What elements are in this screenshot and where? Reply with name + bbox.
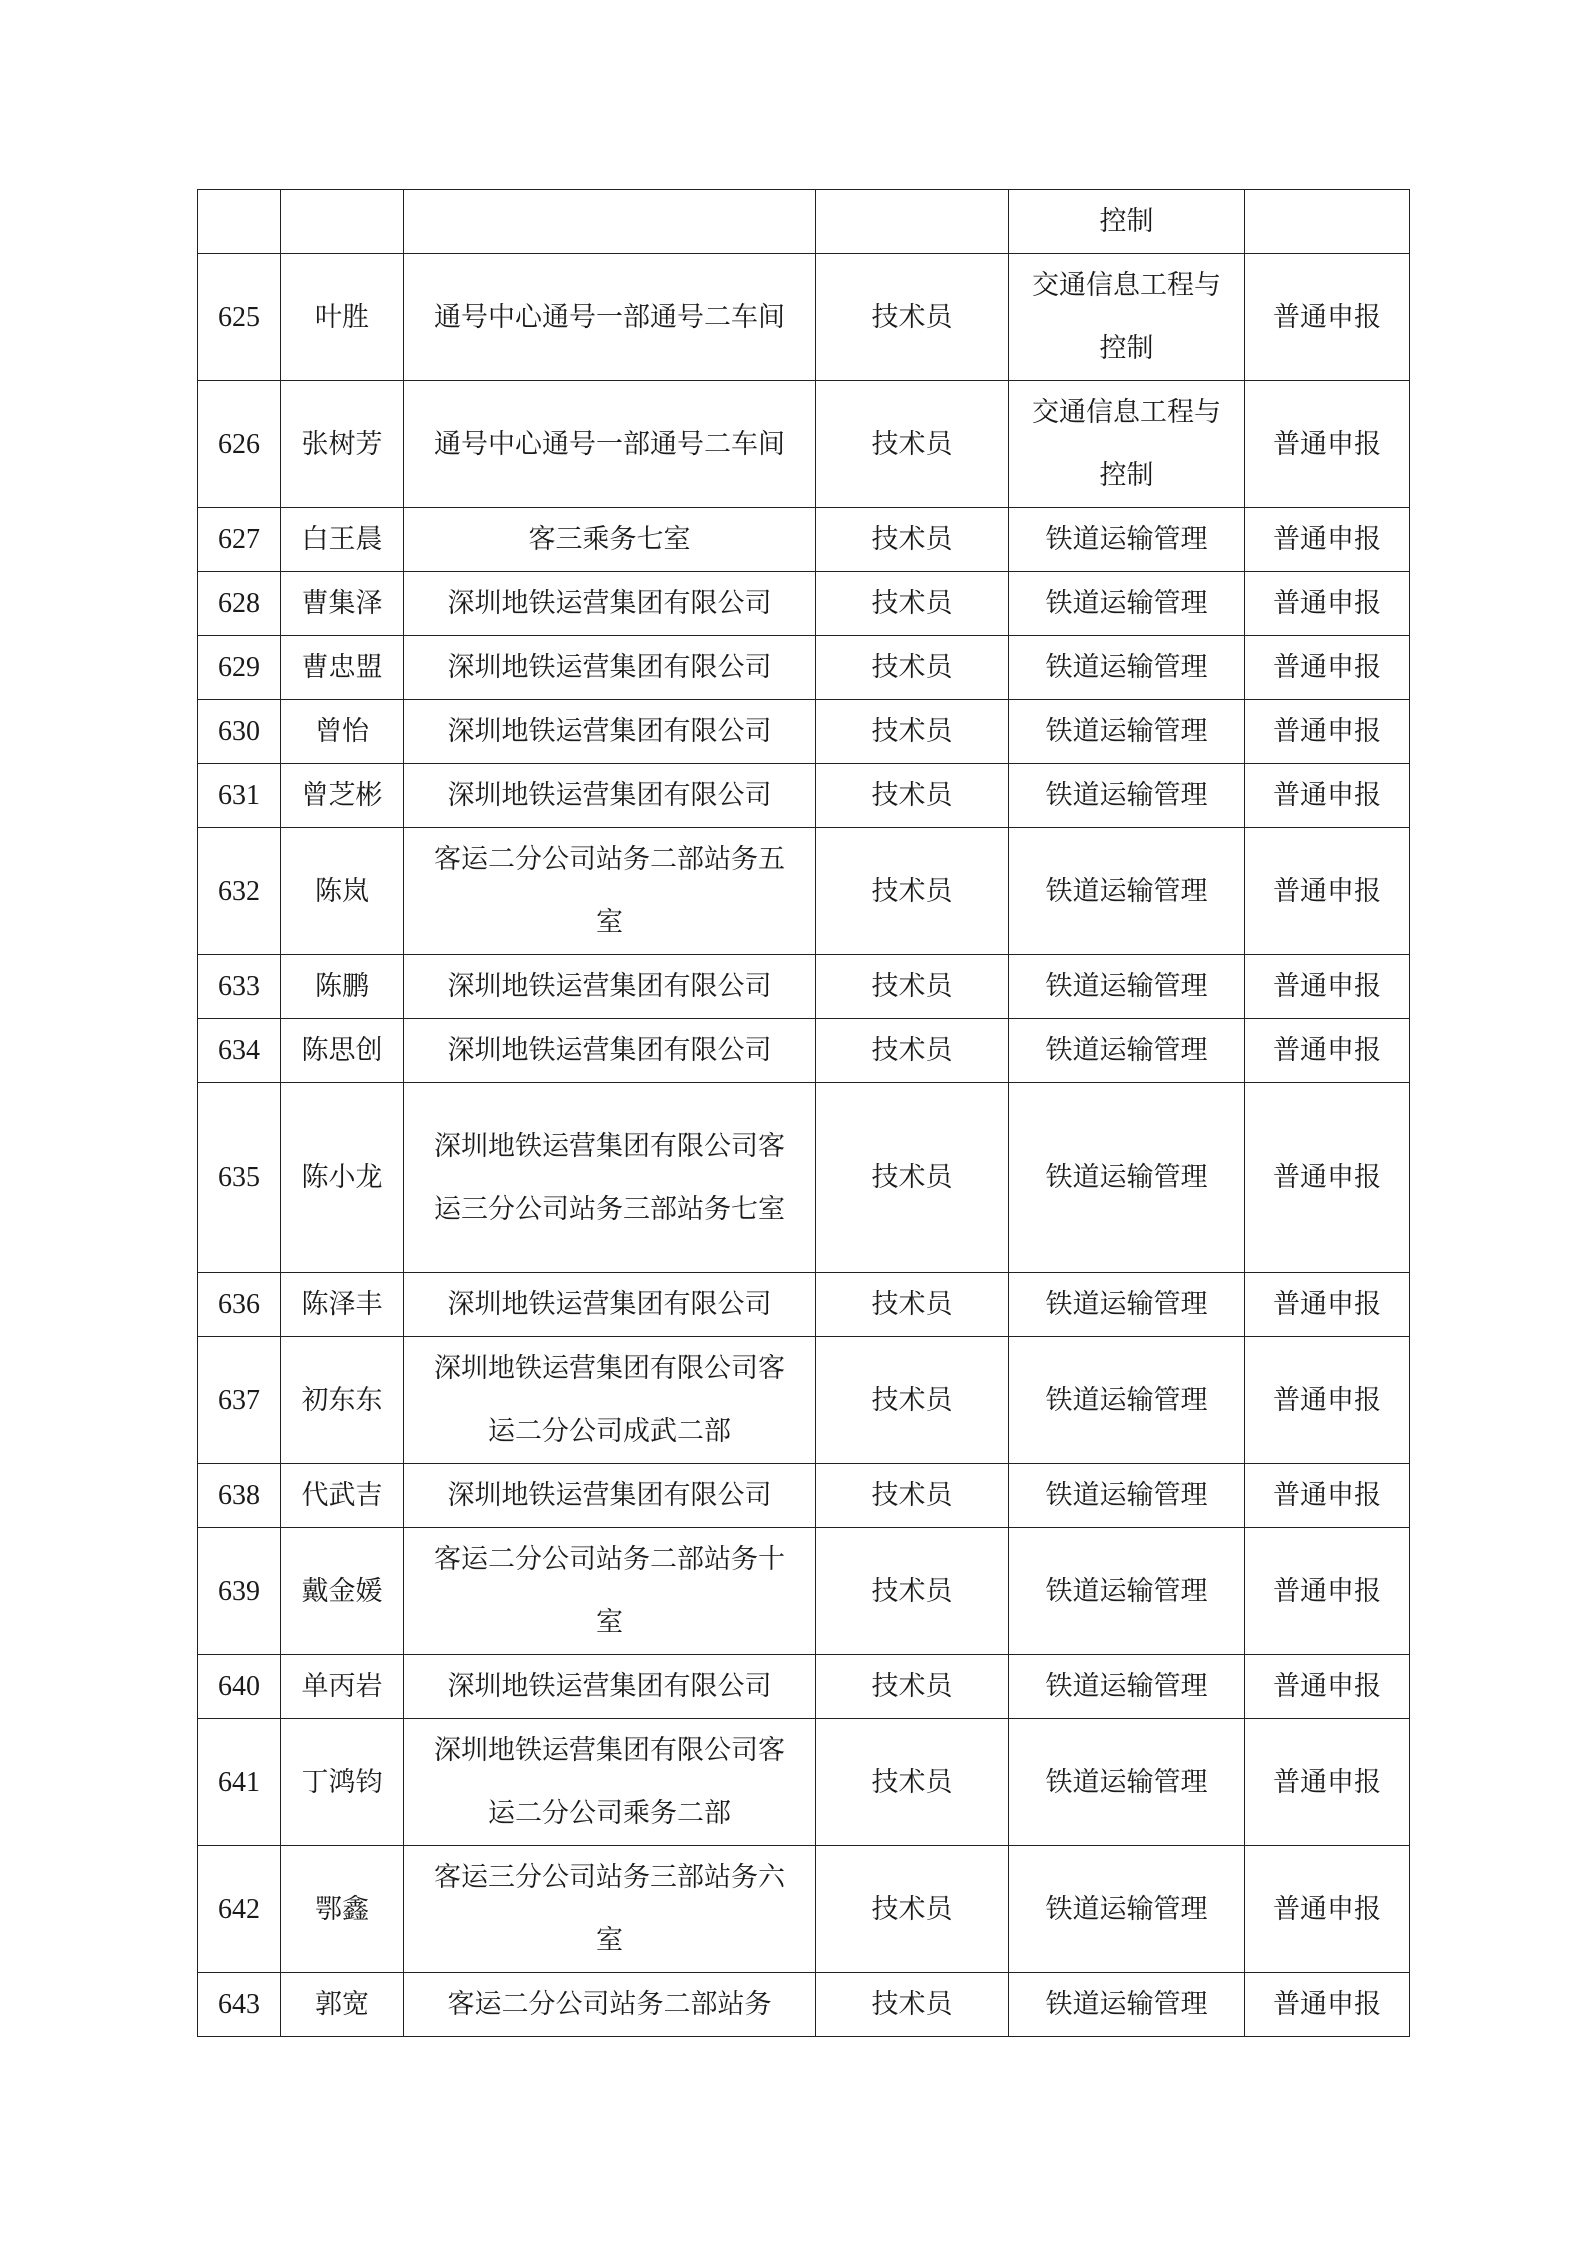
application-type: 普通申报 — [1245, 1337, 1410, 1464]
major: 铁道运输管理 — [1009, 636, 1245, 700]
application-type: 普通申报 — [1245, 572, 1410, 636]
major: 铁道运输管理 — [1009, 508, 1245, 572]
application-type: 普通申报 — [1245, 1846, 1410, 1973]
applicant-name: 叶胜 — [281, 254, 404, 381]
row-number: 637 — [198, 1337, 281, 1464]
position-title: 技术员 — [816, 1528, 1009, 1655]
table-row — [198, 764, 1410, 828]
applicant-name: 鄂鑫 — [281, 1846, 404, 1973]
application-type: 普通申报 — [1245, 254, 1410, 381]
row-number: 638 — [198, 1464, 281, 1528]
row-number: 626 — [198, 381, 281, 508]
major: 交通信息工程与控制 — [1009, 254, 1245, 381]
applicant-name: 曾芝彬 — [281, 764, 404, 828]
row-number: 634 — [198, 1019, 281, 1083]
position-title: 技术员 — [816, 1337, 1009, 1464]
work-unit: 客运二分公司站务二部站务五室 — [404, 828, 816, 955]
row-number: 629 — [198, 636, 281, 700]
major: 铁道运输管理 — [1009, 764, 1245, 828]
position-title — [816, 190, 1009, 254]
row-number: 639 — [198, 1528, 281, 1655]
table-row — [198, 190, 1410, 254]
position-title: 技术员 — [816, 254, 1009, 381]
application-type: 普通申报 — [1245, 1464, 1410, 1528]
row-number: 631 — [198, 764, 281, 828]
work-unit: 通号中心通号一部通号二车间 — [404, 381, 816, 508]
major: 铁道运输管理 — [1009, 1973, 1245, 2037]
applicant-name: 初东东 — [281, 1337, 404, 1464]
application-type: 普通申报 — [1245, 636, 1410, 700]
table-row — [198, 828, 1410, 955]
work-unit: 深圳地铁运营集团有限公司 — [404, 1655, 816, 1719]
position-title: 技术员 — [816, 1273, 1009, 1337]
major: 铁道运输管理 — [1009, 955, 1245, 1019]
work-unit: 深圳地铁运营集团有限公司 — [404, 572, 816, 636]
row-number: 627 — [198, 508, 281, 572]
table-row — [198, 1528, 1410, 1655]
major: 铁道运输管理 — [1009, 1337, 1245, 1464]
position-title: 技术员 — [816, 1655, 1009, 1719]
position-title: 技术员 — [816, 572, 1009, 636]
work-unit: 深圳地铁运营集团有限公司客运二分公司乘务二部 — [404, 1719, 816, 1846]
position-title: 技术员 — [816, 1719, 1009, 1846]
application-type: 普通申报 — [1245, 764, 1410, 828]
application-type: 普通申报 — [1245, 1528, 1410, 1655]
applicant-name: 陈鹏 — [281, 955, 404, 1019]
row-number: 630 — [198, 700, 281, 764]
table-row — [198, 1019, 1410, 1083]
work-unit: 深圳地铁运营集团有限公司 — [404, 636, 816, 700]
application-type: 普通申报 — [1245, 381, 1410, 508]
applicant-name: 曹忠盟 — [281, 636, 404, 700]
table-row — [198, 508, 1410, 572]
applicant-name: 陈小龙 — [281, 1083, 404, 1273]
position-title: 技术员 — [816, 1464, 1009, 1528]
major: 铁道运输管理 — [1009, 1273, 1245, 1337]
major: 铁道运输管理 — [1009, 828, 1245, 955]
row-number: 635 — [198, 1083, 281, 1273]
position-title: 技术员 — [816, 955, 1009, 1019]
row-number: 643 — [198, 1973, 281, 2037]
table-row — [198, 572, 1410, 636]
applicant-name: 陈岚 — [281, 828, 404, 955]
application-type — [1245, 190, 1410, 254]
table-row — [198, 955, 1410, 1019]
major: 铁道运输管理 — [1009, 1528, 1245, 1655]
applicant-name: 张树芳 — [281, 381, 404, 508]
application-type: 普通申报 — [1245, 508, 1410, 572]
row-number: 628 — [198, 572, 281, 636]
major: 铁道运输管理 — [1009, 1846, 1245, 1973]
application-type: 普通申报 — [1245, 828, 1410, 955]
position-title: 技术员 — [816, 636, 1009, 700]
work-unit: 客运二分公司站务二部站务 — [404, 1973, 816, 2037]
applicant-name: 戴金媛 — [281, 1528, 404, 1655]
work-unit: 深圳地铁运营集团有限公司 — [404, 1273, 816, 1337]
row-number: 642 — [198, 1846, 281, 1973]
applicant-name: 代武吉 — [281, 1464, 404, 1528]
work-unit: 客运二分公司站务二部站务十室 — [404, 1528, 816, 1655]
row-number: 625 — [198, 254, 281, 381]
work-unit: 深圳地铁运营集团有限公司 — [404, 955, 816, 1019]
major: 铁道运输管理 — [1009, 1719, 1245, 1846]
position-title: 技术员 — [816, 1083, 1009, 1273]
table-row — [198, 1273, 1410, 1337]
major: 铁道运输管理 — [1009, 1019, 1245, 1083]
application-type: 普通申报 — [1245, 1083, 1410, 1273]
row-number: 636 — [198, 1273, 281, 1337]
application-type: 普通申报 — [1245, 1273, 1410, 1337]
work-unit: 客运三分公司站务三部站务六室 — [404, 1846, 816, 1973]
application-type: 普通申报 — [1245, 700, 1410, 764]
major: 铁道运输管理 — [1009, 1083, 1245, 1273]
major: 铁道运输管理 — [1009, 700, 1245, 764]
major: 铁道运输管理 — [1009, 1464, 1245, 1528]
work-unit: 客三乘务七室 — [404, 508, 816, 572]
table-row — [198, 1337, 1410, 1464]
position-title: 技术员 — [816, 381, 1009, 508]
applicant-table — [197, 189, 1410, 2037]
major: 铁道运输管理 — [1009, 1655, 1245, 1719]
position-title: 技术员 — [816, 700, 1009, 764]
table-row — [198, 1655, 1410, 1719]
applicant-name: 曹集泽 — [281, 572, 404, 636]
work-unit: 深圳地铁运营集团有限公司客运三分公司站务三部站务七室 — [404, 1083, 816, 1273]
table-row — [198, 381, 1410, 508]
applicant-table-body — [198, 190, 1410, 2037]
major: 铁道运输管理 — [1009, 572, 1245, 636]
position-title: 技术员 — [816, 1846, 1009, 1973]
table-row — [198, 700, 1410, 764]
application-type: 普通申报 — [1245, 955, 1410, 1019]
table-row — [198, 1846, 1410, 1973]
work-unit — [404, 190, 816, 254]
work-unit: 通号中心通号一部通号二车间 — [404, 254, 816, 381]
position-title: 技术员 — [816, 1019, 1009, 1083]
major: 交通信息工程与控制 — [1009, 381, 1245, 508]
applicant-name: 郭宽 — [281, 1973, 404, 2037]
row-number: 633 — [198, 955, 281, 1019]
applicant-name: 丁鸿钧 — [281, 1719, 404, 1846]
applicant-name: 曾怡 — [281, 700, 404, 764]
work-unit: 深圳地铁运营集团有限公司客运二分公司成武二部 — [404, 1337, 816, 1464]
table-row — [198, 1083, 1410, 1273]
table-row — [198, 1973, 1410, 2037]
position-title: 技术员 — [816, 828, 1009, 955]
work-unit: 深圳地铁运营集团有限公司 — [404, 764, 816, 828]
application-type: 普通申报 — [1245, 1655, 1410, 1719]
position-title: 技术员 — [816, 764, 1009, 828]
application-type: 普通申报 — [1245, 1019, 1410, 1083]
position-title: 技术员 — [816, 1973, 1009, 2037]
row-number: 641 — [198, 1719, 281, 1846]
row-number: 632 — [198, 828, 281, 955]
applicant-name: 白王晨 — [281, 508, 404, 572]
applicant-name: 陈思创 — [281, 1019, 404, 1083]
applicant-name — [281, 190, 404, 254]
work-unit: 深圳地铁运营集团有限公司 — [404, 1019, 816, 1083]
applicant-name: 陈泽丰 — [281, 1273, 404, 1337]
work-unit: 深圳地铁运营集团有限公司 — [404, 700, 816, 764]
application-type: 普通申报 — [1245, 1719, 1410, 1846]
table-row — [198, 1464, 1410, 1528]
applicant-name: 单丙岩 — [281, 1655, 404, 1719]
position-title: 技术员 — [816, 508, 1009, 572]
table-row — [198, 636, 1410, 700]
row-number: 640 — [198, 1655, 281, 1719]
table-row — [198, 1719, 1410, 1846]
row-number — [198, 190, 281, 254]
major: 控制 — [1009, 190, 1245, 254]
application-type: 普通申报 — [1245, 1973, 1410, 2037]
work-unit: 深圳地铁运营集团有限公司 — [404, 1464, 816, 1528]
table-row — [198, 254, 1410, 381]
